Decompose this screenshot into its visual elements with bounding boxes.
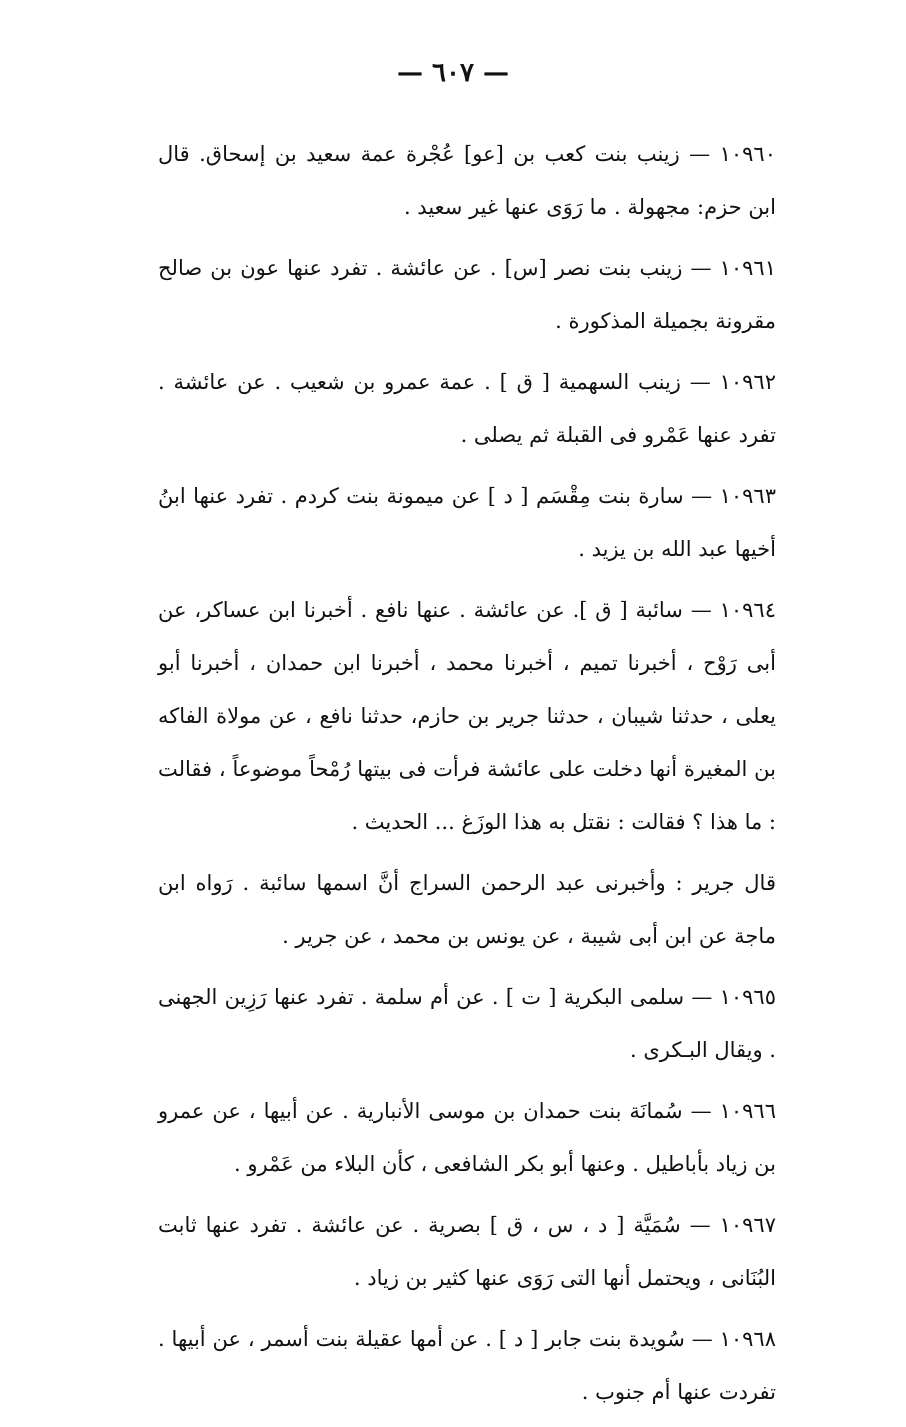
entry-10962: ١٠٩٦٢ — زينب السهمية [ ق ] . عمة عمرو بن شعيب . عن عائشة . تفرد عنها عَمْرو فى القبلة ثم يصلى .	[158, 370, 776, 447]
entry-10966: ١٠٩٦٦ — سُمانَة بنت حمدان بن موسى الأنبارية . عن أبيها ، عن عمرو بن زياد بأباطيل . وعنها أبو بكر الشافعى ، كأن البلاء من عَمْرو .	[158, 1099, 776, 1176]
entry-10968: ١٠٩٦٨ — سُويدة بنت جابر [ د ] . عن أمها عقيلة بنت أسمر ، عن أبيها . تفردت عنها أم جنوب .	[158, 1327, 776, 1404]
page-number: — ٦٠٧ —	[396, 58, 510, 88]
entry-10965: ١٠٩٦٥ — سلمى البكرية [ ت ] . عن أم سلمة . تفرد عنها رَزِين الجهنى . ويقال البـكرى .	[158, 985, 776, 1062]
entry-10964-continuation: قال جرير : وأخبرنى عبد الرحمن السراج أنَّ اسمها سائبة . رَواه ابن ماجة عن ابن أبى شيبة ، عن يونس بن محمد ، عن جرير .	[158, 871, 776, 948]
entry-10961: ١٠٩٦١ — زينب بنت نصر [س] . عن عائشة . تفرد عنها عون بن صالح مقرونة بجميلة المذكورة .	[158, 256, 776, 333]
entry-10967: ١٠٩٦٧ — سُمَيَّة [ د ، س ، ق ] بصرية . عن عائشة . تفرد عنها ثابت البُنَانى ، ويحتمل أنها التى رَوَى عنها كثير بن زياد .	[158, 1213, 776, 1290]
entry-10964: ١٠٩٦٤ — سائبة [ ق ]. عن عائشة . عنها نافع . أخبرنا ابن عساكر، عن أبى رَوْح ، أخبرنا تميم ، أخبرنا محمد ، أخبرنا ابن حمدان ، أخبرنا أبو يعلى ، حدثنا شيبان ، حدثنا جرير بن حازم، حدثنا نافع ، عن مولاة الفاكه بن المغيرة أنها دخلت على عائشة فرأت فى بيتها رُمْحاً موضوعاً ، فقالت : ما هذا ؟ فقالت : نقتل به هذا الوزَغ ... الحديث .	[158, 598, 776, 834]
entry-10960: ١٠٩٦٠ — زينب بنت كعب بن [عو] عُجْرة عمة سعيد بن إسحاق. قال ابن حزم: مجهولة . ما رَوَى عنها غير سعيد .	[158, 142, 776, 219]
page-body	[158, 128, 776, 1427]
entry-10963: ١٠٩٦٣ — سارة بنت مِقْسَم [ د ] عن ميمونة بنت كردم . تفرد عنها ابنُ أخيها عبد الله بن يزيد .	[158, 484, 776, 561]
